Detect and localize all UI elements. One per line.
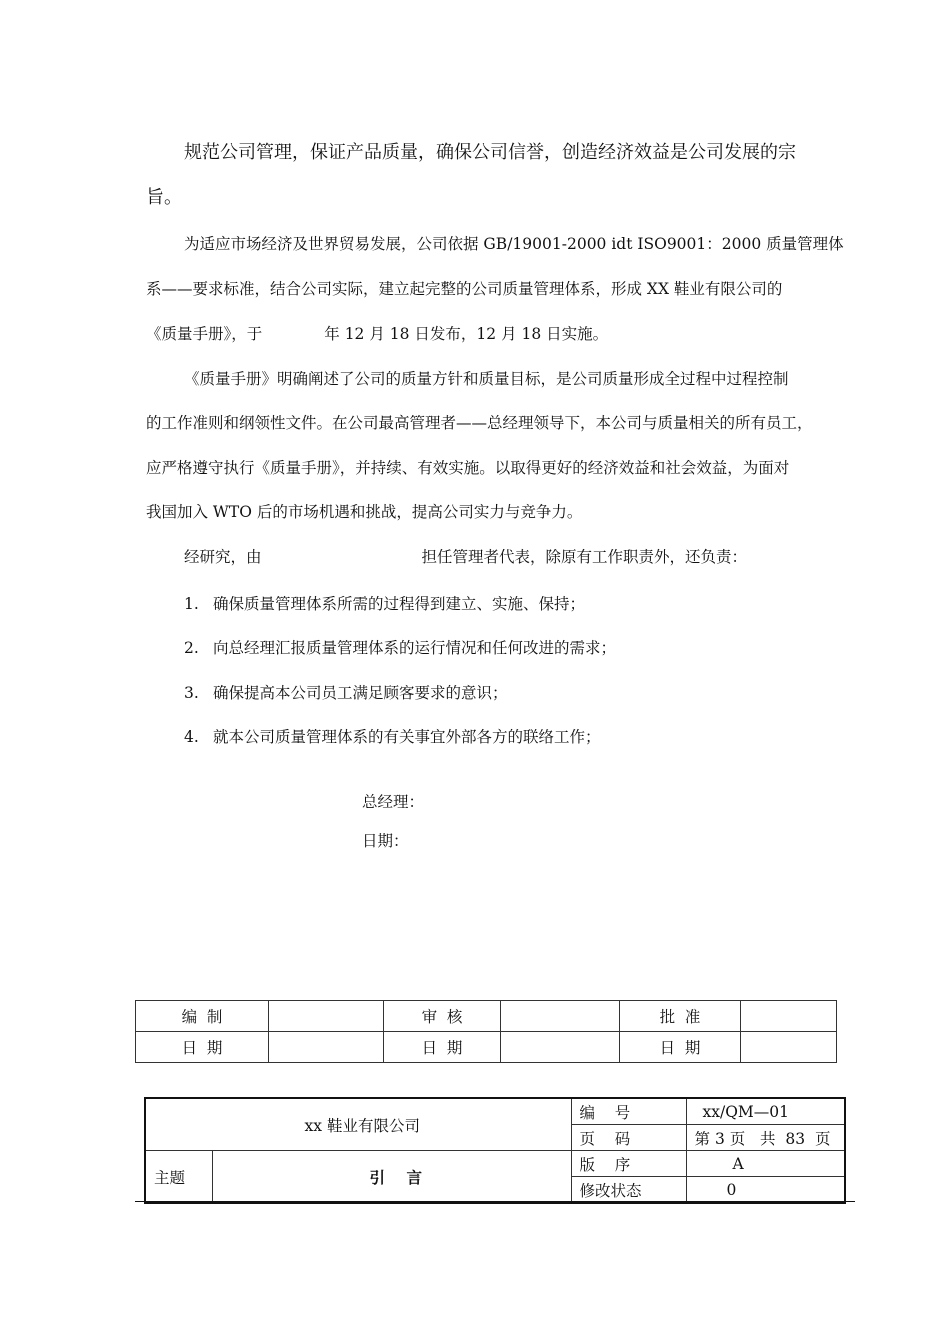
company-name: xx 鞋业有限公司 [145, 1098, 571, 1151]
approved-value-cell[interactable] [741, 1001, 837, 1032]
revision-value: 0 [686, 1177, 845, 1204]
duty-text: 向总经理汇报质量管理体系的运行情况和任何改进的需求； [213, 639, 617, 657]
table-row [145, 1151, 845, 1177]
reviewed-date-cell[interactable] [501, 1032, 620, 1063]
reviewed-value-cell[interactable] [501, 1001, 620, 1032]
date-label: 日 期 [384, 1032, 501, 1063]
paragraph-3-line-1: 《质量手册》明确阐述了公司的质量方针和质量目标，是公司质量形成全过程中过程控制 [184, 370, 789, 388]
paragraph-2-line-1: 为适应市场经济及世界贸易发展，公司依据 GB/19001-2000 idt ISO9001：2000 质量管理体 [184, 235, 844, 253]
approval-table [135, 1000, 837, 1063]
approved-label: 批 准 [620, 1001, 741, 1032]
page-value: 第 3 页 共 83 页 [686, 1125, 845, 1151]
edition-value: A [686, 1151, 845, 1177]
reviewed-label: 审 核 [384, 1001, 501, 1032]
duty-item [184, 681, 508, 703]
paragraph-4 [184, 546, 904, 568]
paragraph-2-line-3-start: 《质量手册》，于 [146, 325, 263, 343]
revision-label: 修改状态 [571, 1177, 686, 1204]
duty-item [184, 592, 585, 614]
subject-label: 主题 [145, 1151, 213, 1204]
number-value: xx/QM—01 [686, 1098, 845, 1125]
paragraph-1-line-1: 规范公司管理，保证产品质量，确保公司信誉，创造经济效益是公司发展的宗 [184, 142, 796, 163]
table-row [136, 1001, 837, 1032]
duty-text: 就本公司质量管理体系的有关事宜外部各方的联络工作； [213, 728, 601, 746]
date-label: 日 期 [136, 1032, 269, 1063]
paragraph-2-line-3-end: 年 12 月 18 日发布，12 月 18 日实施。 [324, 325, 609, 343]
duty-number: 1. [184, 595, 199, 613]
subject-title: 引 言 [213, 1151, 572, 1204]
table-row [145, 1098, 845, 1125]
paragraph-4-start: 经研究，由 [184, 548, 262, 566]
duty-number: 2. [184, 639, 199, 657]
paragraph-2-line-3 [146, 323, 866, 345]
duty-item [184, 725, 601, 747]
paragraph-4-end: 担任管理者代表，除原有工作职责外，还负责： [421, 548, 748, 566]
document-header-table [144, 1097, 846, 1204]
header-underline [135, 1201, 855, 1202]
approved-date-cell[interactable] [741, 1032, 837, 1063]
table-row [136, 1032, 837, 1063]
duty-number: 3. [184, 684, 199, 702]
date-label: 日 期 [620, 1032, 741, 1063]
paragraph-3-line-3: 应严格遵守执行《质量手册》，并持续、有效实施。以取得更好的经济效益和社会效益，为面对 [146, 459, 790, 477]
duty-number: 4. [184, 728, 199, 746]
paragraph-3-line-4: 我国加入 WTO 后的市场机遇和挑战，提高公司实力与竞争力。 [146, 503, 583, 521]
duty-text: 确保质量管理体系所需的过程得到建立、实施、保持； [213, 595, 586, 613]
prepared-value-cell[interactable] [269, 1001, 384, 1032]
edition-label: 版 序 [571, 1151, 686, 1177]
paragraph-1-line-2: 旨。 [146, 187, 182, 208]
prepared-date-cell[interactable] [269, 1032, 384, 1063]
paragraph-2-line-2: 系——要求标准，结合公司实际，建立起完整的公司质量管理体系，形成 XX 鞋业有限公司的 [146, 280, 783, 298]
paragraph-3-line-2: 的工作准则和纲领性文件。在公司最高管理者——总经理领导下，本公司与质量相关的所有员工， [146, 414, 813, 432]
duty-item [184, 636, 616, 658]
prepared-label: 编 制 [136, 1001, 269, 1032]
general-manager-label: 总经理： [362, 793, 425, 811]
page-label: 页 码 [571, 1125, 686, 1151]
duty-text: 确保提高本公司员工满足顾客要求的意识； [213, 684, 508, 702]
number-label: 编 号 [571, 1098, 686, 1125]
signature-date-label: 日期： [362, 832, 409, 850]
